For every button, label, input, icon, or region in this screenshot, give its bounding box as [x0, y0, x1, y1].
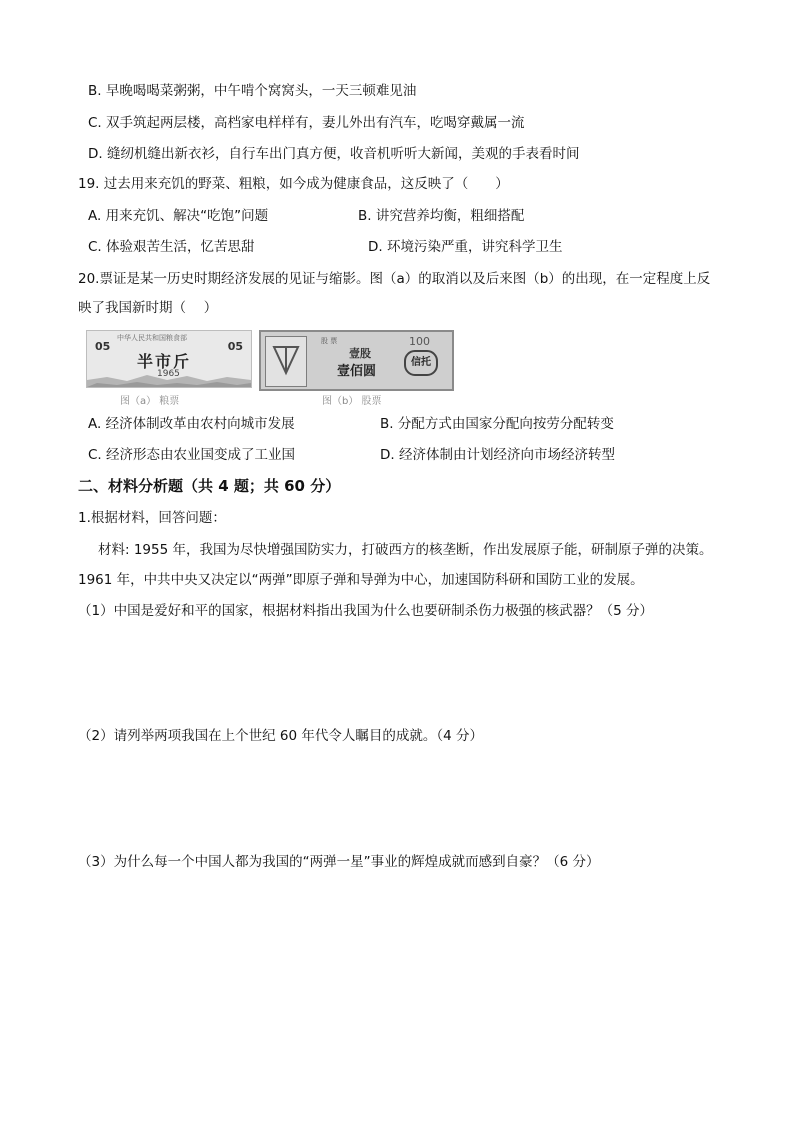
- stock-seal: 信托: [404, 350, 438, 376]
- section2-sub-question-2: （2）请列举两项我国在上个世纪 60 年代令人瞩目的成就。（4 分）: [78, 728, 483, 744]
- section2-sub-question-3: （3）为什么每一个中国人都为我国的“两弹一星”事业的辉煌成就而感到自豪？（6 分）: [78, 854, 600, 870]
- section2-q1-intro: 1.根据材料，回答问题：: [78, 510, 226, 526]
- section2-material-line2: 1961 年，中共中央又决定以“两弹”即原子弹和导弹为中心，加速国防科研和国防工业的发展。: [78, 572, 644, 588]
- stock-line2: 壹佰圆: [337, 364, 377, 379]
- q20-stem-line1: 20.票证是某一历史时期经济发展的见证与缩影。图（a）的取消以及后来图（b）的出现，在一定程度上反: [78, 271, 711, 287]
- grain-ticket-main-text: 半市斤: [137, 352, 192, 371]
- q20-option-b: B. 分配方式由国家分配向按劳分配转变: [380, 416, 614, 432]
- stock-emblem: [265, 336, 307, 387]
- q19-option-a: A. 用来充饥、解决“吃饱”问题: [88, 208, 269, 224]
- stock-small-text: 股 票: [321, 337, 338, 345]
- stock-top-number: 100: [409, 335, 430, 348]
- grain-ticket-landscape-icon: [87, 371, 251, 387]
- q18-option-d: D. 缝纫机缝出新衣衫，自行车出门真方便，收音机听听大新闻，美观的手表看时间: [88, 146, 580, 162]
- stock-emblem-icon: [266, 337, 306, 386]
- figure-a-caption: 图（a） 粮票: [120, 396, 180, 407]
- figure-b-stock-certificate: [259, 330, 454, 391]
- q18-option-c: C. 双手筑起两层楼，高档家电样样有，妻儿外出有汽车，吃喝穿戴属一流: [88, 115, 525, 131]
- stock-line1: 壹股: [349, 347, 371, 360]
- figure-a-grain-ticket: [86, 330, 252, 388]
- q19-option-c: C. 体验艰苦生活，忆苦思甜: [88, 239, 255, 255]
- section2-material-line1: 材料: 1955 年，我国为尽快增强国防实力，打破西方的核垄断，作出发展原子能，研制原子弹的决策。: [98, 542, 713, 558]
- q20-option-d: D. 经济体制由计划经济向市场经济转型: [380, 447, 615, 463]
- q19-stem: 19. 过去用来充饥的野菜、粗粮，如今成为健康食品，这反映了（ ）: [78, 176, 509, 192]
- q20-stem-line2: 映了我国新时期（ ）: [78, 300, 218, 316]
- figure-b-caption: 图（b） 股票: [322, 396, 382, 407]
- grain-ticket-right-number: 05: [227, 340, 243, 353]
- grain-ticket-left-number: 05: [95, 340, 111, 353]
- section2-title: 二、材料分析题（共 4 题；共 60 分）: [78, 477, 341, 495]
- q20-option-c: C. 经济形态由农业国变成了工业国: [88, 447, 296, 463]
- section2-sub-question-1: （1）中国是爱好和平的国家，根据材料指出我国为什么也要研制杀伤力极强的核武器？（5 分）: [78, 603, 653, 619]
- q19-option-d: D. 环境污染严重，讲究科学卫生: [368, 239, 563, 255]
- q18-option-b: B. 早晚喝喝菜粥粥，中午啃个窝窝头，一天三顿难见油: [88, 83, 417, 99]
- q19-option-b: B. 讲究营养均衡，粗细搭配: [358, 208, 525, 224]
- grain-ticket-year: 1965: [157, 369, 180, 379]
- grain-ticket-header: 中华人民共和国粮食部: [117, 334, 187, 342]
- q20-option-a: A. 经济体制改革由农村向城市发展: [88, 416, 295, 432]
